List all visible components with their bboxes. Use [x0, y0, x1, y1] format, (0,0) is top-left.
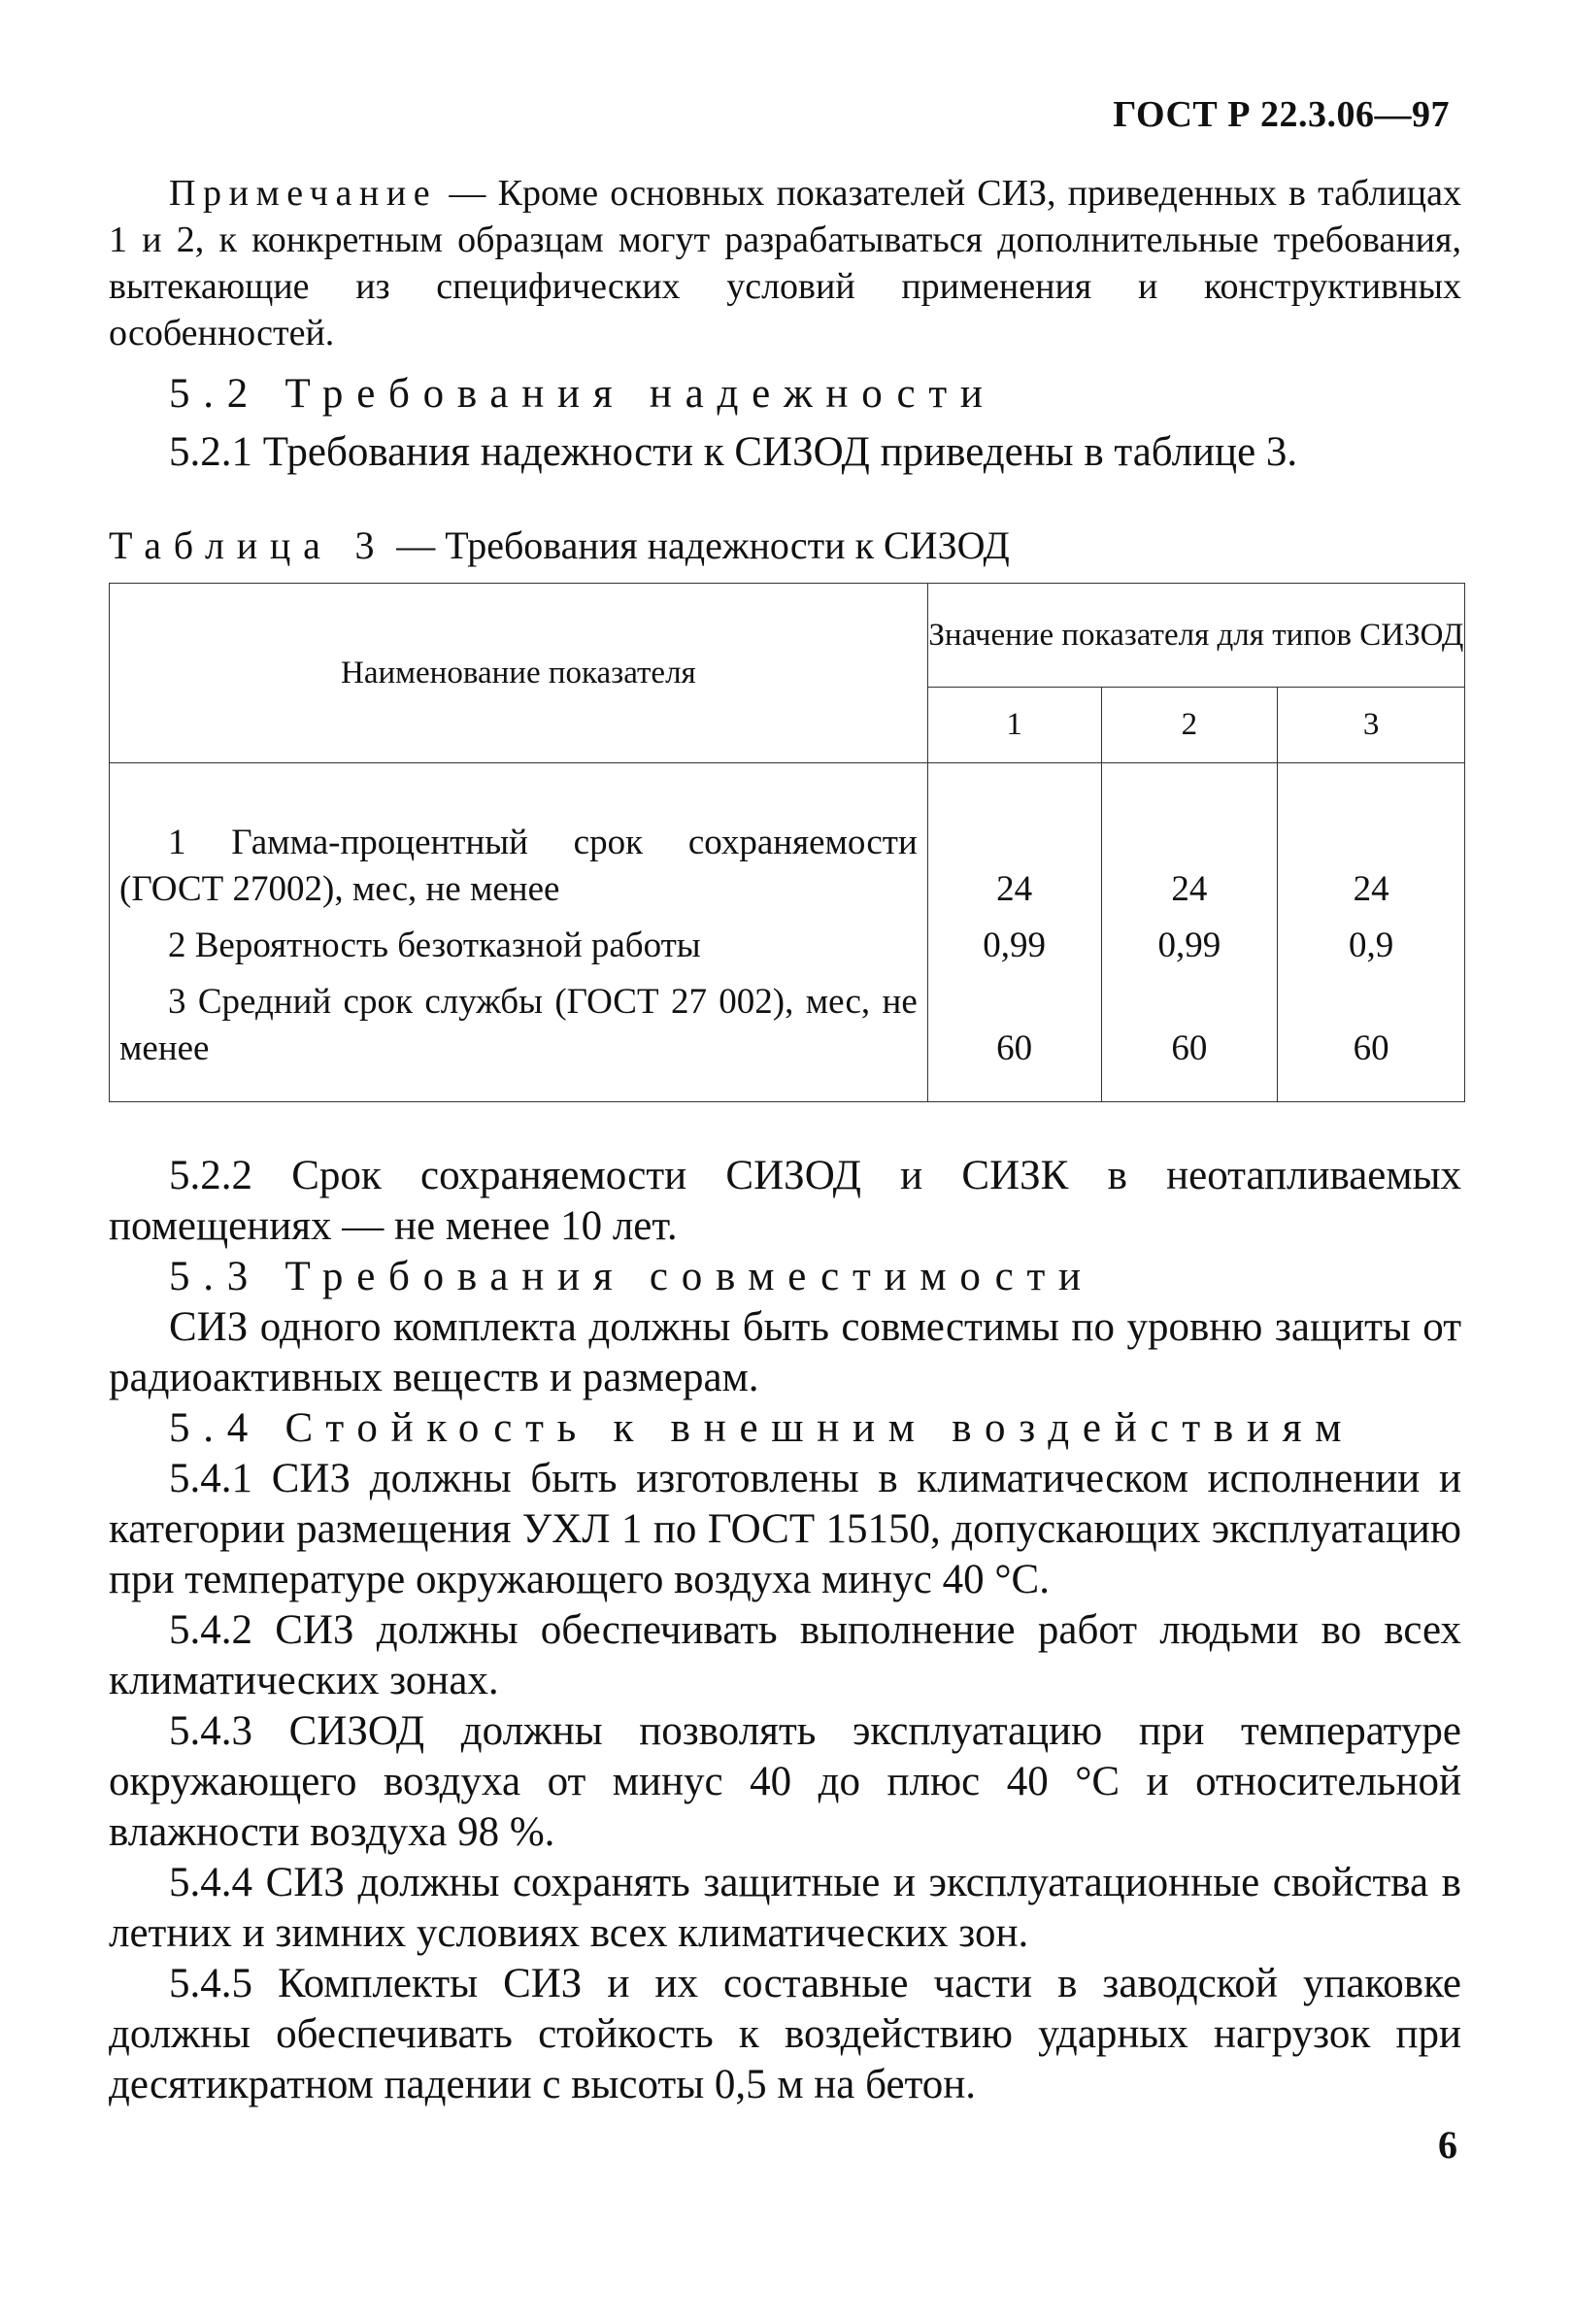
table-cell: 60: [1353, 1028, 1389, 1068]
table-cell: 24: [1171, 869, 1208, 909]
table-column-type-2: [1101, 763, 1278, 1102]
table-cell: 0,99: [1157, 926, 1221, 965]
table-caption-rest: — Требования надежности к СИЗОД: [386, 523, 1010, 567]
section-5-4-3: 5.4.3 СИЗОД должны позволять эксплуатацию при температуре окружающего воздуха от минус 40 до плюс 40 °С и относительной влажности воздуха 98 %.: [109, 1708, 1461, 1855]
column-header-group: Значение показателя для типов СИЗОД: [927, 584, 1464, 688]
table-cell: 24: [1353, 869, 1389, 909]
table-row-name: 3 Средний срок службы (ГОСТ 27 002), мес, не менее: [119, 982, 918, 1068]
column-header-type-3: 3: [1278, 688, 1465, 763]
note-text: — Кроме основных показателей СИЗ, приведенных в таблицах 1 и 2, к конкретным образцам могут разрабатываться дополнительные требования, вытекающие из специфических условий применения и конструктивных особенностей.: [109, 173, 1461, 354]
document-code-header: ГОСТ Р 22.3.06—97: [1113, 94, 1450, 135]
table-cell: 60: [996, 1028, 1033, 1068]
table-column-type-1: [927, 763, 1101, 1102]
column-header-type-1: 1: [927, 688, 1101, 763]
section-5-4-1: 5.4.1 СИЗ должны быть изготовлены в климатическом исполнении и категории размещения УХЛ 1 по ГОСТ 15150, допускающих эксплуатацию при температуре окружающего воздуха минус 40 °С.: [109, 1456, 1461, 1602]
section-5-2-1: 5.2.1 Требования надежности к СИЗОД приведены в таблице 3.: [169, 429, 1298, 475]
column-header-type-2: 2: [1101, 688, 1278, 763]
table-cell: 0,99: [983, 926, 1046, 965]
table-caption: [109, 522, 1010, 568]
note-lead: Примечание: [169, 173, 438, 214]
table-caption-lead: Таблица 3: [109, 523, 387, 567]
table-row-name: 2 Вероятность безотказной работы: [168, 926, 701, 965]
column-header-name: Наименование показателя: [110, 584, 928, 763]
section-5-3-title: 5.3 Требования совместимости: [169, 1254, 1094, 1299]
table-cell: 60: [1171, 1028, 1208, 1068]
section-5-4-2: 5.4.2 СИЗ должны обеспечивать выполнение работ людьми во всех климатических зонах.: [109, 1607, 1461, 1703]
note-paragraph: [109, 170, 1461, 356]
section-5-2-title: 5.2 Требования надежности: [169, 371, 996, 417]
table-cell: 24: [996, 869, 1033, 909]
table-row-names: [110, 763, 928, 1102]
table-row-name: 1 Гамма-процентный срок сохраняемости (ГОСТ 27002), мес, не менее: [119, 823, 918, 909]
table-column-type-3: [1278, 763, 1465, 1102]
section-5-2-2: 5.2.2 Срок сохраняемости СИЗОД и СИЗК в неотапливаемых помещениях — не менее 10 лет.: [109, 1153, 1461, 1249]
section-5-4-4: 5.4.4 СИЗ должны сохранять защитные и эксплуатационные свойства в летних и зимних условиях всех климатических зон.: [109, 1860, 1461, 1956]
section-5-3-text: СИЗ одного комплекта должны быть совместимы по уровню защиты от радиоактивных веществ и размерам.: [109, 1304, 1461, 1400]
page-number: 6: [1438, 2123, 1457, 2167]
table-cell: 0,9: [1349, 926, 1394, 965]
section-5-4-5: 5.4.5 Комплекты СИЗ и их составные части в заводской упаковке должны обеспечивать стойкость к воздействию ударных нагрузок при десятикратном падении с высоты 0,5 м на бетон.: [109, 1961, 1461, 2107]
section-5-4-title: 5.4 Стойкость к внешним воздействиям: [169, 1405, 1355, 1451]
reliability-table: [109, 583, 1465, 1102]
